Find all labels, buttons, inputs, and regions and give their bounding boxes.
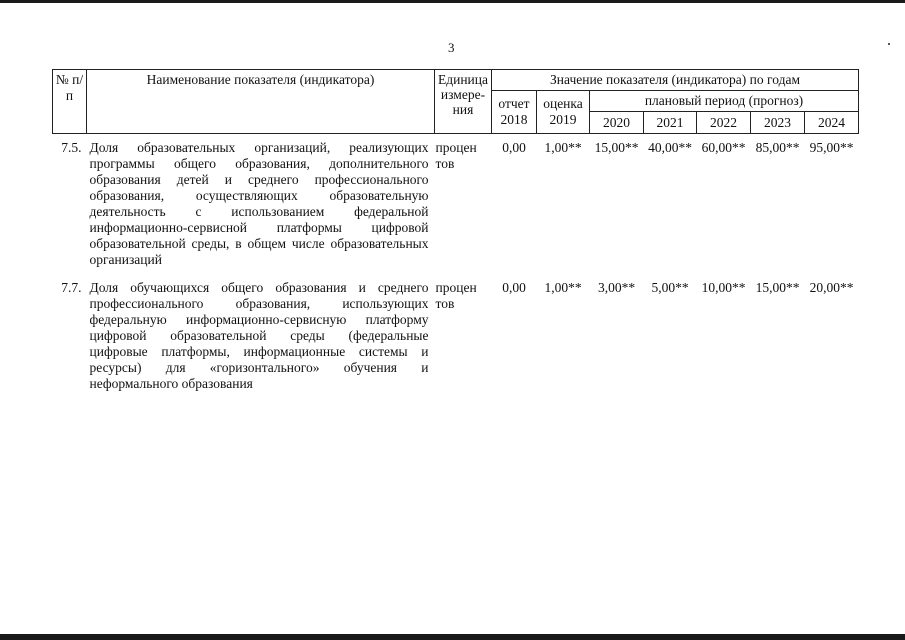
header-report [492,91,537,134]
row-value: 1,00** [544,280,582,295]
header-year: 2022 [697,112,751,134]
header-planned: плановый период (прогноз) [590,91,859,112]
row-unit [435,268,492,392]
row-num: 7.7. [61,280,82,295]
row-name: Доля образовательных организаций, реализующих программы общего образования, дополнительного образования детей и среднего профессионального образования, осуществляющих образовательную деятельность с использованием федеральной информационно-сервисной платформы цифровой образовательной среды, в общем числе образовательных организаций [89,140,429,267]
row-num: 7.5. [61,140,82,155]
header-year: 2020 [590,112,644,134]
row-value: 3,00** [597,280,636,295]
page-number: 3 [448,40,455,55]
header-report-year: 2018 [500,112,528,127]
header-year: 2024 [805,112,859,134]
header-year: 2023 [751,112,805,134]
row-value: 1,00** [544,140,582,155]
header-report-label: отчет [498,96,530,111]
row-name: Доля обучающихся общего образования и среднего профессионального образования, использующих федеральную информационно-сервисную платформу цифровой образовательной среды (федеральные цифровые платформы, информационные системы и ресурсы) для «горизонтального» обучения и неформального образования [89,280,429,391]
scan-speck [888,43,890,45]
header-estimate [537,91,590,134]
row-value: 0,00 [502,280,526,295]
table-row [53,134,859,269]
row-unit-text: процентов [435,280,477,311]
header-unit: Единица измере-ния [435,70,492,134]
indicator-table [52,69,859,392]
header-estimate-year: 2019 [549,112,577,127]
row-value: 20,00** [809,280,854,295]
row-value: 15,00** [594,140,639,155]
row-value: 40,00** [648,140,692,155]
header-year: 2021 [644,112,697,134]
row-value: 60,00** [701,140,746,155]
row-value: 15,00** [755,280,800,295]
header-values-group: Значение показателя (индикатора) по годам [492,70,859,91]
row-value: 0,00 [502,140,526,155]
row-value: 85,00** [755,140,800,155]
row-value: 5,00** [651,280,689,295]
scan-top-edge [0,0,905,3]
row-value: 95,00** [809,140,854,155]
header-num: № п/п [53,70,87,134]
header-estimate-label: оценка [543,96,583,111]
table-row [53,268,859,392]
row-unit-text: процентов [435,140,477,171]
header-name: Наименование показателя (индикатора) [87,70,435,134]
row-unit [435,134,492,269]
scan-bottom-edge [0,634,905,640]
row-value: 10,00** [701,280,746,295]
